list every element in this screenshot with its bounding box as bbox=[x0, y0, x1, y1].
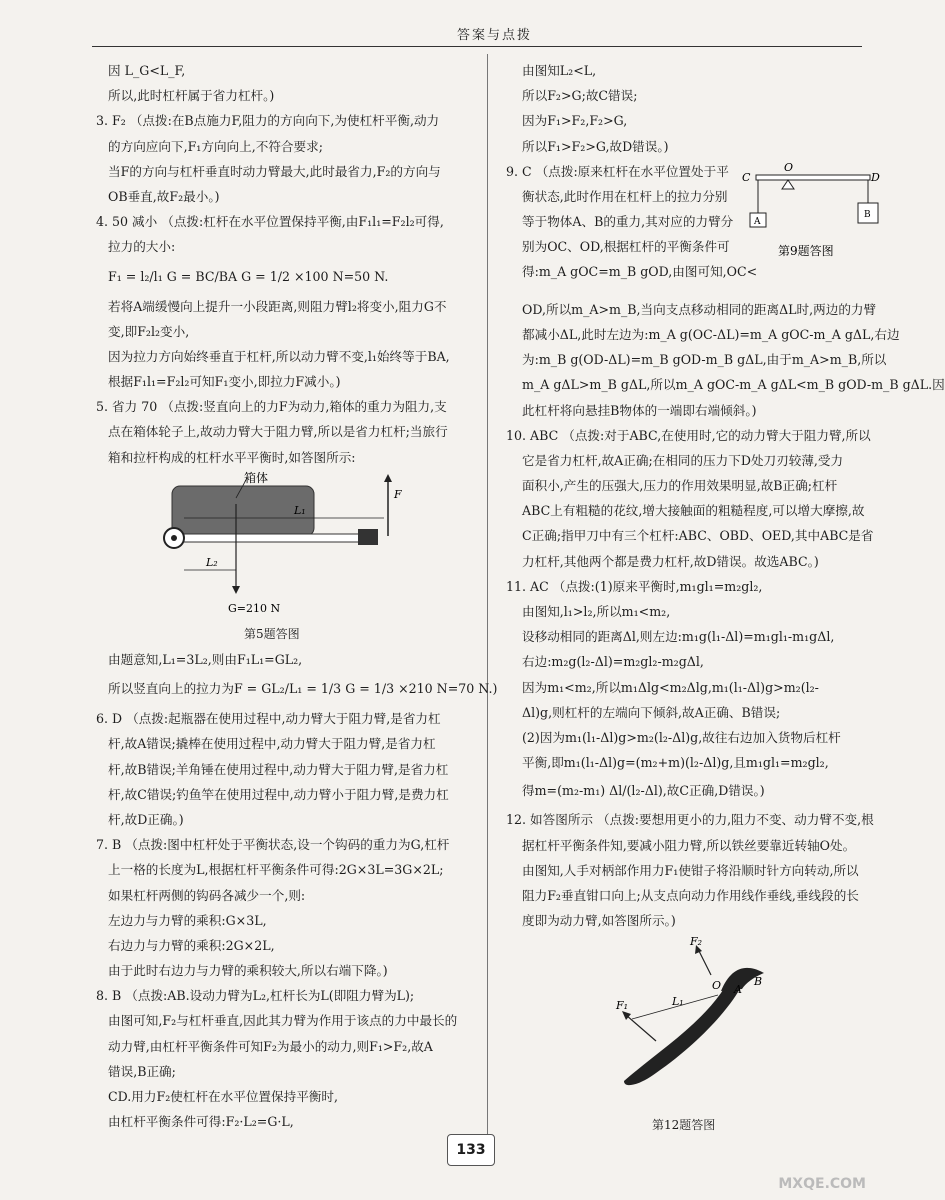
text-line: 左边力与力臂的乘积:G×3L, bbox=[108, 912, 267, 928]
text-line: 若将A端缓慢向上提升一小段距离,则阻力臂l₂将变小,阻力G不 bbox=[108, 298, 447, 314]
force-F1-arrow bbox=[626, 1015, 656, 1041]
figure-12-caption: 第12题答图 bbox=[652, 1118, 716, 1133]
answer-11-line: 11. AC （点拨:(1)原来平衡时,m₁gl₁=m₂gl₂, bbox=[506, 578, 763, 594]
text-line: 上一格的长度为L,根据杠杆平衡条件可得:2G×3L=3G×2L; bbox=[108, 862, 444, 878]
text-line: 别为OC、OD,根据杠杆的平衡条件可 bbox=[522, 238, 730, 254]
text-line: 当F的方向与杠杆垂直时动力臂最大,此时最省力,F₂的方向与 bbox=[108, 163, 441, 179]
text-line: OB垂直,故F₂最小。) bbox=[108, 188, 220, 204]
label-D: D bbox=[871, 170, 880, 184]
text-line: 衡状态,此时作用在杠杆上的拉力分别 bbox=[522, 188, 728, 204]
text-line: 等于物体A、B的重力,其对应的力臂分 bbox=[522, 213, 734, 229]
formula-line: F₁ = l₂/l₁ G = BC/BA G = 1/2 ×100 N=50 N. bbox=[108, 268, 389, 284]
answer-9-block bbox=[506, 159, 880, 297]
label-A: A bbox=[754, 216, 761, 227]
answer-8-line: 8. B （点拨:AB.设动力臂为L₂,杠杆长为L(即阻力臂为L); bbox=[96, 988, 415, 1004]
text-line: 由于此时右边力与力臂的乘积较大,所以右端下降。) bbox=[108, 963, 388, 979]
text-line: m_A gΔL>m_B gΔL,所以m_A gOC-m_A gΔL<m_B gOD-m_B gΔL.因 bbox=[522, 377, 945, 393]
figure-5-caption: 第5题答图 bbox=[244, 626, 300, 641]
text-line: 由图可知,F₂与杠杆垂直,因此其力臂为作用于该点的力中最长的 bbox=[108, 1013, 458, 1029]
answer-3-line: 3. F₂ （点拨:在B点施力F,阻力的方向向下,为使杠杆平衡,动力 bbox=[96, 113, 440, 129]
answer-5-line: 5. 省力 70 （点拨:竖直向上的力F为动力,箱体的重力为阻力,支 bbox=[96, 399, 447, 415]
text-line: C正确;指甲刀中有三个杠杆:ABC、OBD、OED,其中ABC是省 bbox=[522, 528, 874, 544]
figure-12-diagram bbox=[506, 933, 876, 1113]
header-title: 答案与点拨 bbox=[456, 28, 532, 43]
text-line: 度即为动力臂,如答图所示。) bbox=[522, 913, 676, 929]
text-line: Δl)g,则杠杆的左端向下倾斜,故A正确、B错误; bbox=[522, 704, 781, 720]
text-line: OD,所以m_A>m_B,当向支点移动相同的距离ΔL时,两边的力臂 bbox=[522, 301, 877, 317]
text-line: 箱和拉杆构成的杠杆水平平衡时,如答图所示: bbox=[108, 449, 356, 465]
text-line: 由图知L₂<L, bbox=[522, 63, 597, 78]
fulcrum bbox=[782, 180, 794, 189]
answer-4-line: 4. 50 减小 （点拨:杠杆在水平位置保持平衡,由F₁l₁=F₂l₂可得, bbox=[96, 214, 444, 230]
text-line: 右边力与力臂的乘积:2G×2L, bbox=[108, 937, 275, 953]
label-B: B bbox=[864, 209, 871, 220]
text-line: 的方向应向下,F₁方向向上,不符合要求; bbox=[108, 138, 323, 154]
answer-10-line: 10. ABC （点拨:对于ABC,在使用时,它的动力臂大于阻力臂,所以 bbox=[506, 427, 871, 443]
label-O: O bbox=[712, 979, 722, 993]
text-line: 因 L_G<L_F, bbox=[108, 63, 186, 78]
text-line: 设移动相同的距离Δl,则左边:m₁g(l₁-Δl)=m₁gl₁-m₁gΔl, bbox=[522, 629, 835, 645]
figure-5-diagram bbox=[96, 470, 476, 622]
text-line: 动力臂,由杠杆平衡条件可知F₂为最小的动力,则F₁>F₂,故A bbox=[108, 1038, 433, 1054]
handle-bar bbox=[184, 534, 369, 542]
answer-7-line: 7. B （点拨:图中杠杆处于平衡状态,设一个钩码的重力为G,杠杆 bbox=[96, 837, 450, 853]
text-line: 如果杠杆两侧的钩码各减少一个,则: bbox=[108, 887, 306, 903]
text-line: 杆,故D正确。) bbox=[108, 811, 184, 827]
text-line: 因为F₁>F₂,F₂>G, bbox=[522, 113, 628, 129]
text-line: 错误,B正确; bbox=[108, 1063, 176, 1079]
label-O: O bbox=[784, 160, 794, 174]
text-line: 由题意知,L₁=3L₂,则由F₁L₁=GL₂, bbox=[108, 652, 303, 667]
answer-6-line: 6. D （点拨:起瓶器在使用过程中,动力臂大于阻力臂,是省力杠 bbox=[96, 711, 441, 727]
figure-12 bbox=[506, 933, 876, 1113]
text-line: 据杠杆平衡条件知,要减小阻力臂,所以铁丝要靠近转轴O处。 bbox=[522, 837, 856, 853]
label-C: C bbox=[742, 170, 751, 184]
text-line: 由杠杆平衡条件可得:F₂·L₂=G·L, bbox=[108, 1114, 294, 1130]
text-line: 因为m₁<m₂,所以m₁Δlg<m₂Δlg,m₁(l₁-Δl)g>m₂(l₂- bbox=[522, 679, 819, 695]
answer-9-line: 9. C （点拨:原来杠杆在水平位置处于平 bbox=[506, 163, 729, 179]
text-line: 所以,此时杠杆属于省力杠杆。) bbox=[108, 88, 275, 104]
text-line: 力杠杆,其他两个都是费力杠杆,故D错误。故选ABC。) bbox=[522, 553, 819, 569]
text-line: (2)因为m₁(l₁-Δl)g>m₂(l₂-Δl)g,故往右边加入货物后杠杆 bbox=[522, 729, 841, 745]
label-box: 箱体 bbox=[244, 470, 269, 485]
page-header bbox=[92, 18, 862, 47]
text-line: 根据F₁l₁=F₂l₂可知F₁变小,即拉力F减小。) bbox=[108, 374, 341, 390]
text-line: 为:m_B g(OD-ΔL)=m_B gOD-m_B gΔL,由于m_A>m_B,所以 bbox=[522, 352, 887, 368]
text-line: 所以F₂>G;故C错误; bbox=[522, 88, 638, 104]
text-line: 杆,故A错误;撬棒在使用过程中,动力臂大于阻力臂,是省力杠 bbox=[108, 736, 436, 752]
text-line: 平衡,即m₁(l₁-Δl)g=(m₂+m)(l₂-Δl)g,且m₁gl₁=m₂gl₂, bbox=[522, 755, 829, 771]
figure-5 bbox=[96, 470, 476, 622]
text-line: CD.用力F₂使杠杆在水平位置保持平衡时, bbox=[108, 1089, 338, 1104]
text-line: 得:m_A gOC=m_B gOD,由图可知,OC< bbox=[522, 263, 758, 279]
label-G: G=210 N bbox=[228, 601, 281, 615]
suitcase-shape bbox=[172, 486, 314, 536]
page-number: 133 bbox=[456, 1142, 486, 1158]
answer-12-line: 12. 如答图所示 （点拨:要想用更小的力,阻力不变、动力臂不变,根 bbox=[506, 812, 874, 828]
text-line: 杆,故B错误;羊角锤在使用过程中,动力臂大于阻力臂,是省力杠 bbox=[108, 761, 449, 777]
left-column bbox=[96, 58, 498, 1134]
text-line: 所以F₁>F₂>G,故D错误。) bbox=[522, 138, 669, 154]
text-line: 拉力的大小: bbox=[108, 239, 176, 255]
page-number-badge bbox=[447, 1134, 495, 1166]
label-L2: L₂ bbox=[206, 555, 218, 569]
formula-line: 所以竖直向上的拉力为F = GL₂/L₁ = 1/3 G = 1/3 ×210 N=70 N.) bbox=[108, 681, 498, 697]
force-F2-arrow bbox=[698, 949, 711, 975]
figure-9-diagram bbox=[738, 159, 878, 267]
formula-line: 得m=(m₂-m₁) Δl/(l₂-Δl),故C正确,D错误。) bbox=[522, 783, 765, 799]
text-line: 变,即F₂l₂变小, bbox=[108, 323, 190, 339]
text-line: 由图知,人手对柄部作用力F₁使钳子将沿顺时针方向转动,所以 bbox=[522, 862, 859, 878]
text-line: 点在箱体轮子上,故动力臂大于阻力臂,所以是省力杠杆;当旅行 bbox=[108, 424, 448, 440]
label-F1: F₁ bbox=[616, 999, 629, 1013]
text-line: 它是省力杠杆,故A正确;在相同的压力下D处刀刃较薄,受力 bbox=[522, 452, 844, 468]
label-L1: L₁ bbox=[672, 995, 684, 1009]
column-divider bbox=[487, 54, 488, 1139]
text-line: 由图知,l₁>l₂,所以m₁<m₂, bbox=[522, 604, 671, 619]
text-line: 杆,故C错误;钓鱼竿在使用过程中,动力臂小于阻力臂,是费力杠 bbox=[108, 786, 449, 802]
text-line: 此杠杆将向悬挂B物体的一端即右端倾斜。) bbox=[522, 402, 757, 418]
text-line: 阻力F₂垂直钳口向上;从支点向动力作用线作垂线,垂线段的长 bbox=[522, 887, 859, 903]
text-line: 面积小,产生的压强大,压力的作用效果明显,故B正确;杠杆 bbox=[522, 478, 838, 494]
label-A: A bbox=[734, 983, 742, 997]
text-line: 都减小ΔL,此时左边为:m_A g(OC-ΔL)=m_A gOC-m_A gΔL,右边 bbox=[522, 326, 900, 342]
lever-bar bbox=[756, 175, 870, 180]
watermark: MXQE.COM bbox=[778, 1176, 866, 1192]
label-B: B bbox=[754, 975, 763, 989]
label-F: F bbox=[394, 487, 402, 501]
label-L1: L₁ bbox=[294, 503, 306, 517]
label-F2: F₂ bbox=[690, 935, 703, 949]
text-line: 右边:m₂g(l₂-Δl)=m₂gl₂-m₂gΔl, bbox=[522, 654, 704, 670]
text-line: 因为拉力方向始终垂直于杠杆,所以动力臂不变,l₁始终等于BA, bbox=[108, 348, 450, 364]
text-line: ABC上有粗糙的花纹,增大接触面的粗糙程度,可以增大摩擦,故 bbox=[522, 503, 865, 519]
handle-grip bbox=[358, 529, 378, 545]
right-column bbox=[506, 58, 945, 1138]
figure-9-caption: 第9题答图 bbox=[778, 243, 834, 258]
